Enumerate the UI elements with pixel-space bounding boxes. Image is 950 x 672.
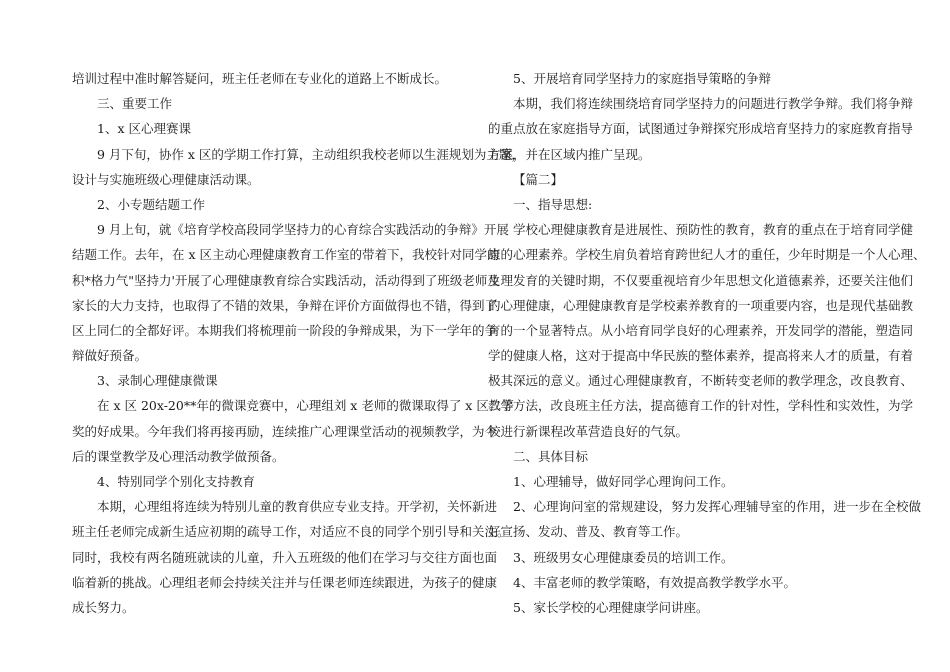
right-text-column [488,66,926,620]
text-line: 9 月下旬，协作 x 区的学期工作打算，主动组织我校老师以生涯规划为主题， [97,146,524,162]
text-line: 培训过程中准时解答疑问，班主任老师在专业化的道路上不断成长。 [72,71,448,86]
text-line: 校进行新课程改革营造良好的气氛。 [488,423,689,439]
text-line: 2、心理询问室的常规建设，努力发挥心理辅导室的作用，进一步在全校做 [513,499,921,515]
text-line: 设计与实施班级心理健康活动课。 [72,171,260,187]
text-line: 奖的好成果。今年我们将再接再励，连续推广心理课堂活动的视频教学，为今 [72,423,498,439]
text-line: 家长的大力支持，也取得了不错的效果，争辩在评价方面做得也不错，得到了 [72,297,498,313]
text-line: 极其深远的意义。通过心理健康教育，不断转变老师的教学理念，改良教育、 [488,373,914,389]
text-line: 一、指导思想: [513,196,593,212]
text-line: 1、心理辅导，做好同学心理询问工作。 [513,474,734,489]
text-line: 的心理健康，心理健康教育是学校素养教育的一项重要内容，也是现代基础教 [488,297,914,313]
text-line: 本期，心理组将连续为特别儿童的教育供应专业支持。开学初，关怀新进 [97,499,498,515]
text-line: 康的心理素养。学校生肩负着培育跨世纪人才的重任，少年时期是一个人心理、 [488,247,926,263]
text-line: 教学方法，改良班主任方法，提高德育工作的针对性，学科性和实效性，为学 [488,398,914,414]
text-line: 班主任老师完成新生适应初期的疏导工作，对适应不良的同学个别引导和关注。 [72,524,510,540]
left-text-column [72,66,524,620]
text-line: 5、家长学校的心理健康学问讲座。 [513,599,709,615]
text-line: 结题工作。去年，在 x 区主动心理健康教育工作室的带着下，我校针对同学的 [72,247,500,263]
text-line: 同时，我校有两名随班就读的儿童，升入五班级的他们在学习与交往方面也面 [72,549,498,565]
text-line: 的重点放在家庭指导方面，试图通过争辩探究形成培育坚持力的家庭教育指导 [488,121,914,137]
text-line: 在 x 区 20x-20**年的微课竞赛中，心理组刘 x 老师的微课取得了 x 区二等 [97,398,514,414]
text-line: 积*格力气"坚持力'开展了心理健康教育综合实践活动，活动得到了班级老师及 [72,272,500,288]
text-line: 辩做好预备。 [72,348,148,364]
text-line: 生理发育的关键时期，不仅要重视培育少年思想文化道德素养，还要关注他们 [488,272,914,288]
text-line: 本期，我们将连续围绕培育同学坚持力的问题进行教学争辩。我们将争辩 [513,96,914,112]
text-line: 后的课堂教学及心理活动教学做预备。 [72,448,285,464]
text-line: 5、开展培育同学坚持力的家庭指导策略的争辩 [513,71,771,86]
text-line: 3、班级男女心理健康委员的培训工作。 [513,549,734,565]
text-line: 临着新的挑战。心理组老师会持续关注并与任课老师连续跟进，为孩子的健康 [72,574,498,590]
text-line: 区上同仁的全都好评。本期我们将梳理前一阶段的争辩成果，为下一学年的争 [72,322,498,338]
text-line: 二、具体目标 [513,448,589,464]
text-line: 成长努力。 [72,599,135,615]
text-line: 4、丰富老师的教学策略，有效提高教学教学水平。 [513,574,796,590]
text-line: 1、x 区心理赛课 [97,121,191,137]
text-line: 好宣扬、发动、普及、教育等工作。 [488,524,689,540]
text-line: 3、录制心理健康微课 [97,373,218,389]
text-line: 学校心理健康教育是进展性、预防性的教育，教育的重点在于培育同学健 [513,222,914,238]
text-line: 方案，并在区域内推广呈现。 [488,146,651,162]
text-line: 育的一个显著特点。从小培育同学良好的心理素养，开发同学的潜能，塑造同 [488,322,914,338]
text-line: 三、重要工作 [97,96,173,112]
text-line: 9 月上旬，就《培育学校高段同学坚持力的心育综合实践活动的争辩》开展 [97,222,509,238]
text-line: 4、特别同学个别化支持教育 [97,474,255,489]
text-line: 2、小专题结题工作 [97,196,205,212]
text-line: 学的健康人格，这对于提高中华民族的整体素养，提高将来人才的质量，有着 [488,348,914,364]
text-line: 【篇二】 [513,171,564,187]
